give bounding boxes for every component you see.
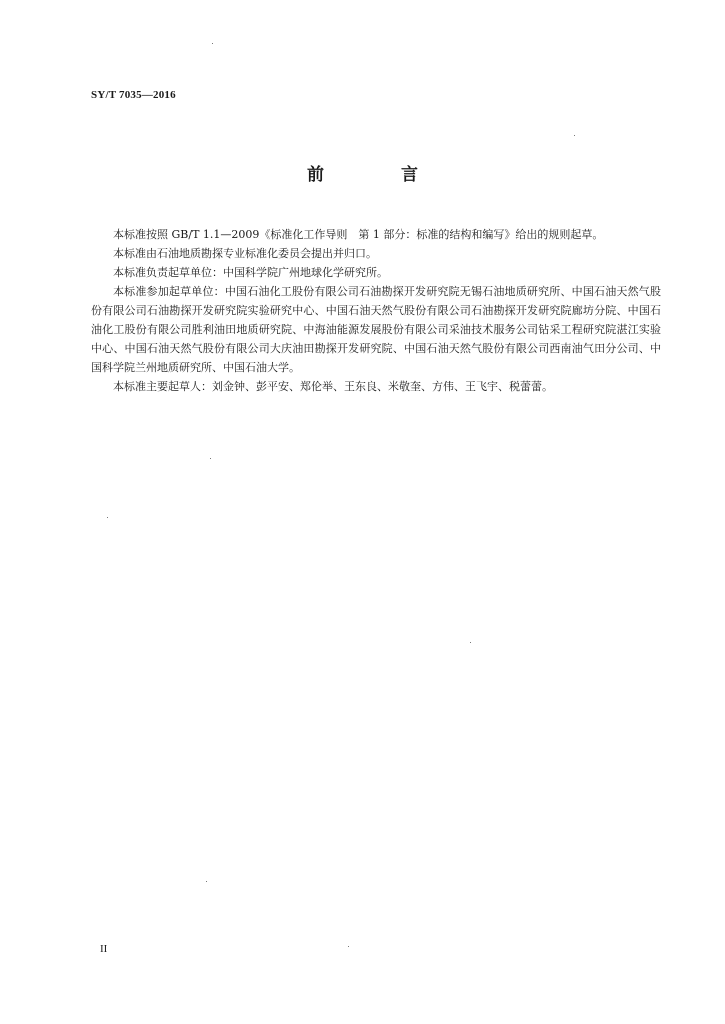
scan-speck (210, 458, 211, 459)
scan-speck (348, 946, 349, 947)
paragraph-participating-units: 本标准参加起草单位：中国石油化工股份有限公司石油勘探开发研究院无锡石油地质研究所、中国石油天然气股份有限公司石油勘探开发研究院实验研究中心、中国石油天然气股份有限公司石油勘探开发研究院廊坊分院、中国石油化工股份有限公司胜利油田地质研究院、中海油能源发展股份有限公司采油技术服务公司钻采工程研究院湛江实验中心、中国石油天然气股份有限公司大庆油田勘探开发研究院、中国石油天然气股份有限公司西南油气田分公司、中国科学院兰州地质研究所、中国石油大学。 (91, 285, 661, 374)
paragraph-lead-drafter: 本标准负责起草单位：中国科学院广州地球化学研究所。 (113, 266, 388, 279)
paragraph-main-drafters: 本标准主要起草人：刘金钟、彭平安、郑伦举、王东良、米敬奎、方伟、王飞宇、税蕾蕾。 (113, 380, 553, 393)
scan-speck (470, 642, 471, 643)
scan-speck (574, 135, 575, 136)
scan-speck (212, 43, 213, 44)
document-code: SY/T 7035—2016 (91, 89, 176, 101)
page-title: 前 言 (307, 165, 448, 185)
foreword-body (91, 225, 661, 396)
paragraph-drafting-rules: 本标准按照 GB/T 1.1—2009《标准化工作导则 第 1 部分：标准的结构和编写》给出的规则起草。 (113, 228, 604, 241)
scan-speck (206, 881, 207, 882)
page-number: II (100, 943, 108, 955)
paragraph-proposer: 本标准由石油地质勘探专业标准化委员会提出并归口。 (113, 247, 377, 260)
scan-speck (107, 517, 108, 518)
